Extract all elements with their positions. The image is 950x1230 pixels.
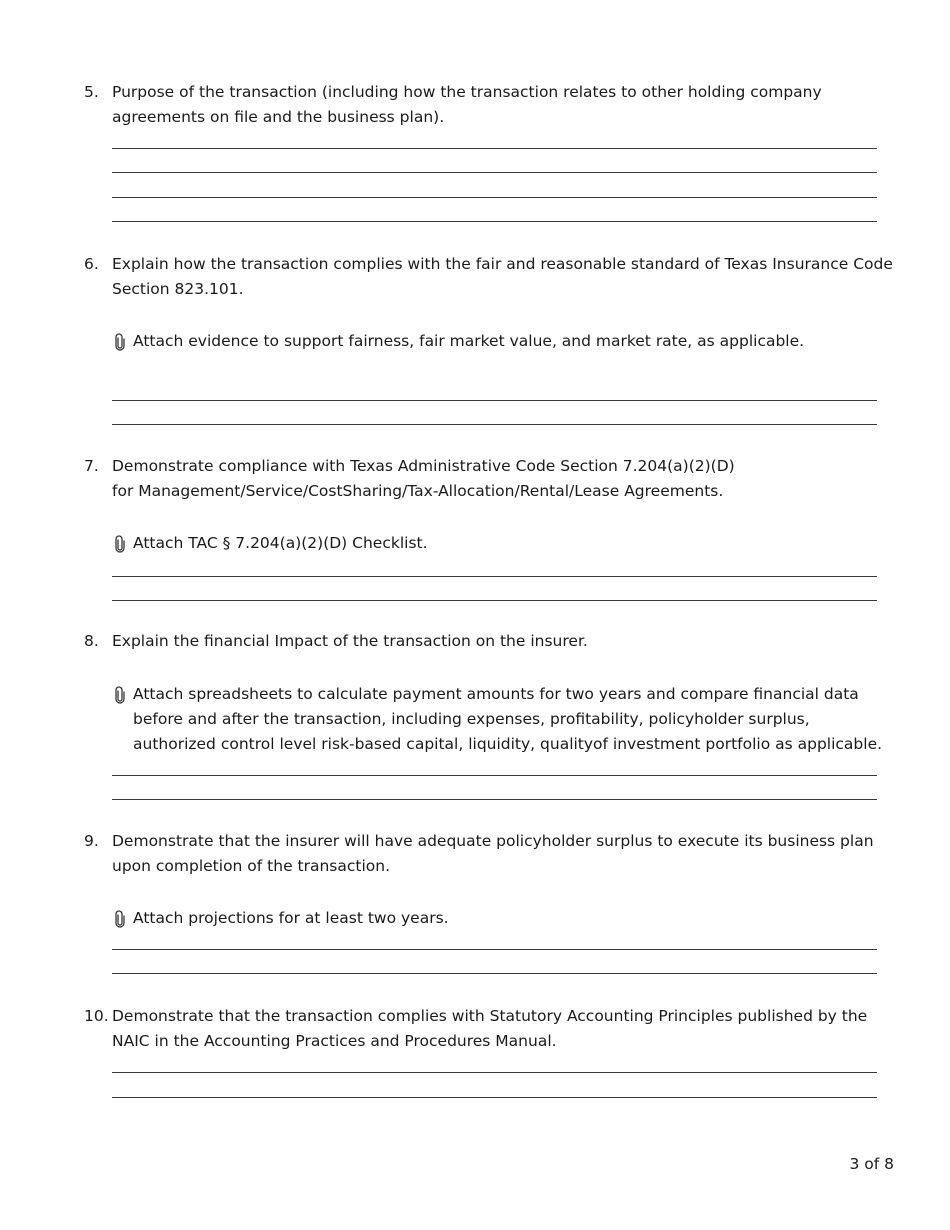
answer-line-5-4[interactable] [112,221,877,222]
answer-line-5-3[interactable] [112,197,877,198]
answer-line-7-2[interactable] [112,600,877,601]
attachment-text: Attach projections for at least two years. [133,909,449,927]
question-number: 6. [84,255,99,273]
question-text: Explain how the transaction complies with the fair and reasonable standard of Texas Insurance Code Section 823.101. [112,255,893,298]
answer-line-6-1[interactable] [112,400,877,401]
attachment-text: Attach spreadsheets to calculate payment amounts for two years and compare financial data before and after the transaction, including expenses, profitability, policyholder surplus, authorized control level risk-based capital, liquidity, qualityof investment portfolio as applicable. [133,685,883,753]
question-7 [84,454,896,504]
question-6 [84,252,896,302]
attachment-note-6 [112,329,896,354]
question-5 [84,80,896,130]
question-number: 8. [84,632,99,650]
question-text: Demonstrate compliance with Texas Administrative Code Section 7.204(a)(2)(D) for Management/Service/CostSharing/Tax-Allocation/Rental/Lease Agreements. [112,457,735,500]
paperclip-icon [112,333,128,351]
answer-line-9-1[interactable] [112,949,877,950]
question-number: 10. [84,1007,109,1025]
answer-line-5-1[interactable] [112,148,877,149]
question-text: Purpose of the transaction (including how the transaction relates to other holding company agreements on file and the business plan). [112,83,822,126]
answer-line-6-2[interactable] [112,424,877,425]
answer-line-10-2[interactable] [112,1097,877,1098]
paperclip-icon [112,686,128,704]
answer-line-7-1[interactable] [112,576,877,577]
answer-line-5-2[interactable] [112,172,877,173]
question-number: 9. [84,832,99,850]
answer-line-8-2[interactable] [112,799,877,800]
question-8 [84,629,896,654]
page-number: 3 of 8 [849,1155,894,1173]
question-text: Demonstrate that the insurer will have adequate policyholder surplus to execute its business plan upon completion of the transaction. [112,832,874,875]
question-number: 5. [84,83,99,101]
question-text: Demonstrate that the transaction complies with Statutory Accounting Principles published by the NAIC in the Accounting Practices and Procedures Manual. [112,1007,868,1050]
answer-line-8-1[interactable] [112,775,877,776]
answer-line-10-1[interactable] [112,1072,877,1073]
attachment-note-7 [112,531,896,556]
paperclip-icon [112,535,128,553]
attachment-note-9 [112,906,896,931]
question-10 [84,1004,896,1054]
paperclip-icon [112,910,128,928]
question-text: Explain the financial Impact of the transaction on the insurer. [112,632,588,650]
attachment-note-8 [112,682,896,757]
question-9 [84,829,896,879]
attachment-text: Attach TAC § 7.204(a)(2)(D) Checklist. [133,534,428,552]
question-number: 7. [84,457,99,475]
attachment-text: Attach evidence to support fairness, fair market value, and market rate, as applicable. [133,332,805,350]
answer-line-9-2[interactable] [112,973,877,974]
